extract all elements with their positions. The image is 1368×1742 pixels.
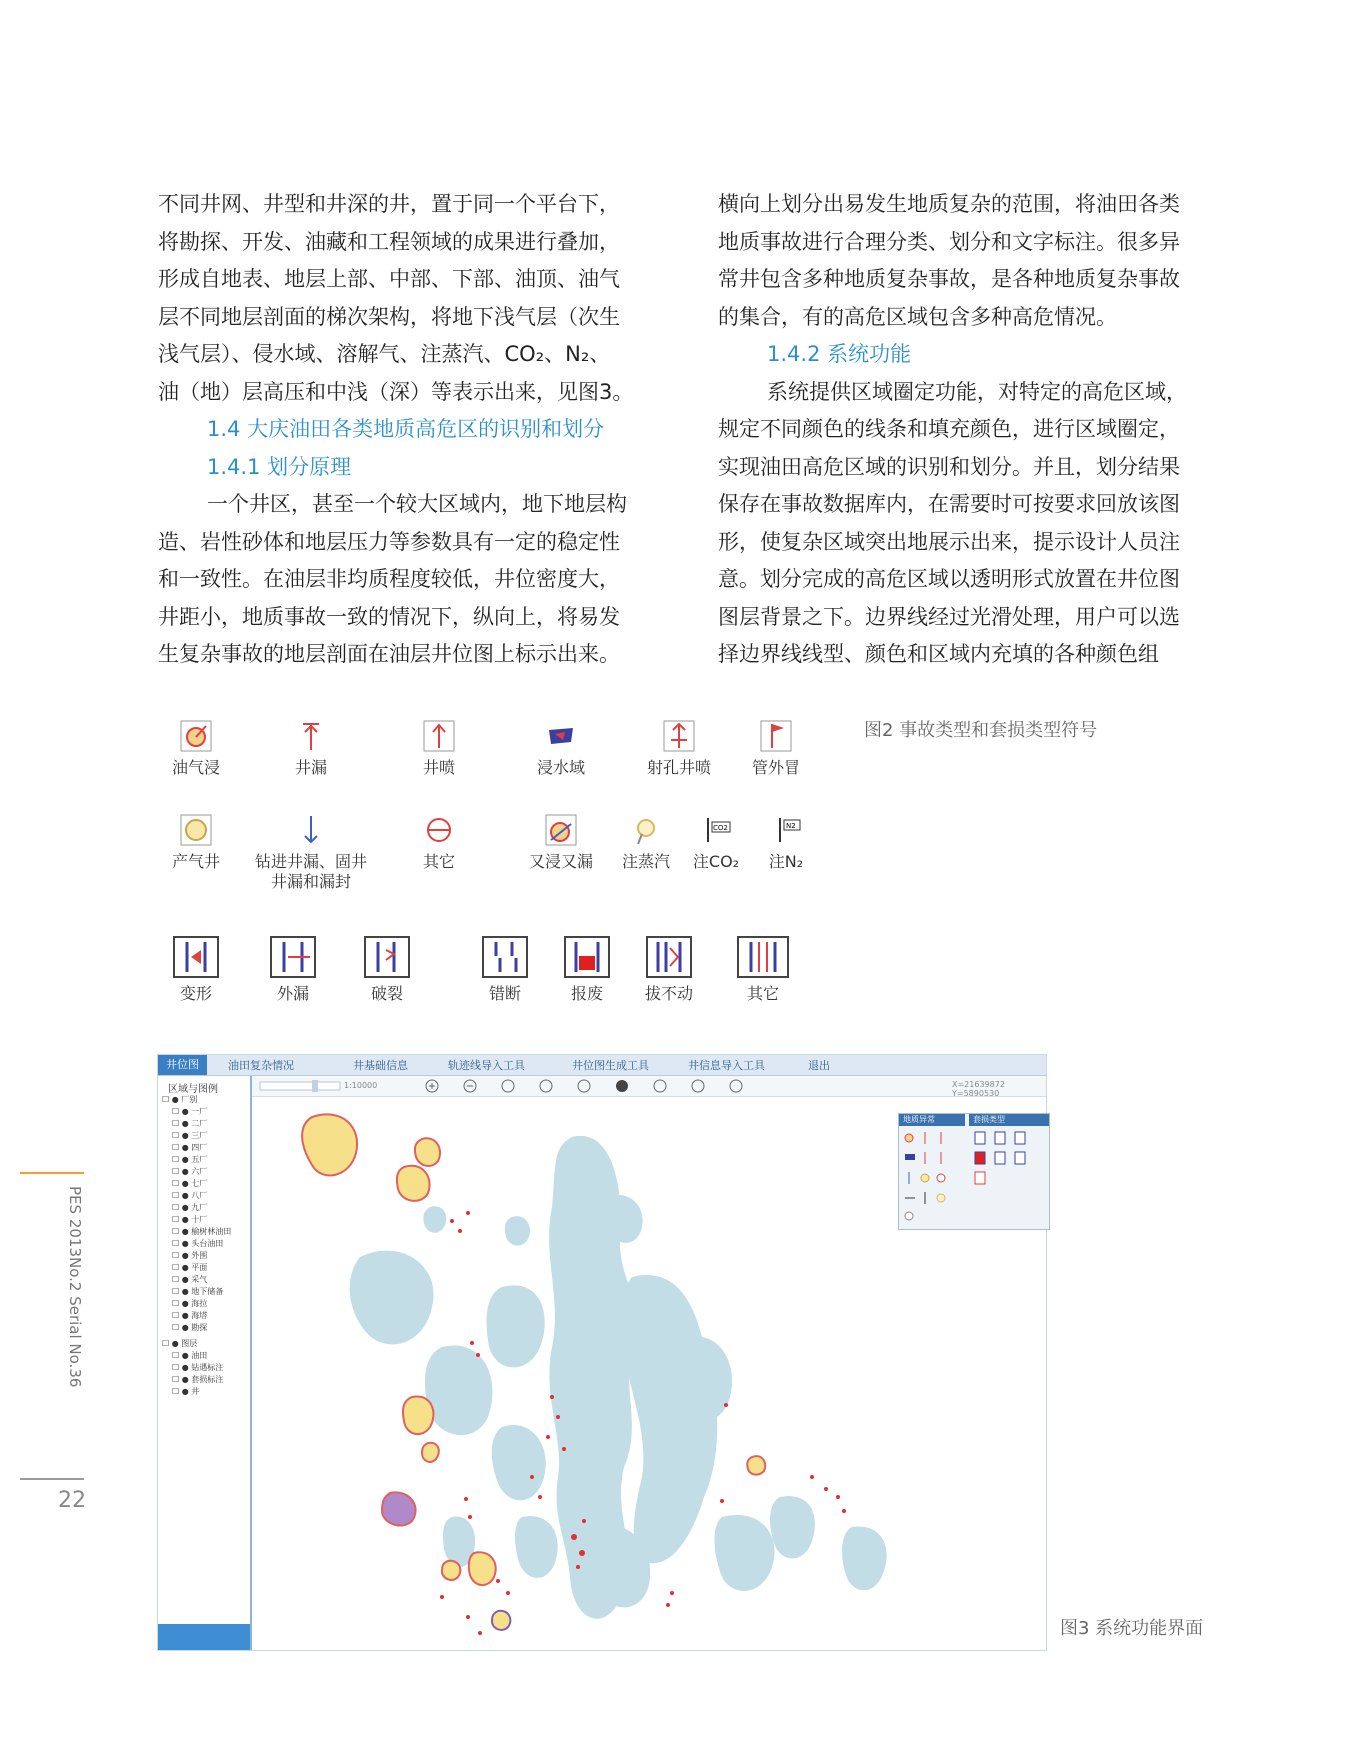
section-heading-1-4: 1.4 大庆油田各类地质高危区的识别和划分 (207, 417, 605, 441)
tree-node[interactable]: ☐ ● 四厂 (172, 1143, 208, 1152)
symbol-water-flooded-zone (506, 720, 616, 778)
drilling-loss-icon (295, 814, 327, 846)
query-icon (654, 1080, 666, 1092)
text-line: 井距小，地质事故一致的情况下，纵向上，将易发 (158, 604, 620, 629)
water-zone-icon (545, 720, 577, 752)
tree-node[interactable]: ☐ ● 五厂 (172, 1155, 208, 1164)
other-casing-icon (737, 936, 789, 978)
text-line: 层不同地层剖面的梯次架构，将地下浅气层（次生 (158, 304, 620, 329)
figure-3-system-interface (157, 1054, 1047, 1651)
stuck-icon (646, 936, 692, 978)
invasion-loss-icon (905, 1212, 913, 1220)
sidebar-divider (20, 1478, 84, 1480)
tree-node[interactable]: ☐ ● 油田 (172, 1351, 208, 1360)
tree-node[interactable]: ☐ ● 外围 (172, 1251, 208, 1260)
dislocation-icon (482, 936, 528, 978)
invasion-loss-icon (545, 814, 577, 846)
abandoned-icon (564, 936, 610, 978)
figure-3-caption: 图3 系统功能界面 (1060, 1618, 1204, 1639)
symbol-deformation (141, 936, 251, 1004)
symbol-label: 其它 (746, 984, 779, 1003)
scale-label: 1:10000 (344, 1081, 378, 1090)
menu-exit[interactable]: 退出 (808, 1059, 830, 1072)
symbol-label: 浸水域 (536, 758, 585, 777)
symbol-label: 井喷 (422, 758, 455, 777)
symbol-co2-injection (681, 814, 751, 872)
tree-node[interactable]: ☐ ● 地下储备 (172, 1287, 224, 1296)
section-heading-1-4-2: 1.4.2 系统功能 (767, 342, 912, 366)
gas-well-icon (921, 1174, 929, 1182)
tree-node[interactable]: ☐ ● 采气 (172, 1275, 208, 1284)
text-line: 规定不同颜色的线条和填充颜色，进行区域圈定， (718, 417, 1180, 441)
steam-injection-icon (630, 814, 662, 846)
symbol-label: 又浸又漏 (528, 852, 593, 871)
panel-title-geo: 地质异常 (899, 1114, 965, 1126)
text-line: 横向上划分出易发生地质复杂的范围，将油田各类 (718, 192, 1180, 216)
tree-node[interactable]: ☐ ● 井 (172, 1387, 200, 1396)
menu-field-complexity[interactable]: 油田复杂情况 (228, 1059, 294, 1072)
tree-node[interactable]: ☐ ● 八厂 (172, 1191, 208, 1200)
text-line: 将勘探、开发、油藏和工程领域的成果进行叠加， (158, 229, 620, 254)
external-leak-icon (995, 1132, 1005, 1144)
menu-map-generator[interactable]: 井位图生成工具 (572, 1059, 649, 1072)
dislocation-icon (1015, 1152, 1025, 1164)
tree-node[interactable]: ☐ ● 六厂 (172, 1167, 208, 1176)
symbol-gas-well (141, 814, 251, 872)
text-line: 图层背景之下。边界线经过光滑处理，用户可以选 (718, 604, 1180, 629)
symbol-label: 注蒸汽 (621, 852, 670, 871)
text-line: 和一致性。在油层非均质程度较低，井位密度大， (158, 567, 620, 591)
menu-trajectory-import[interactable]: 轨迹线导入工具 (448, 1059, 525, 1072)
layer-tree-title: 区域与图例 (168, 1084, 218, 1095)
symbol-rupture (332, 936, 442, 1004)
deformation-icon (975, 1132, 985, 1144)
refresh-icon (540, 1080, 552, 1092)
text-line: 不同井网、井型和井深的井，置于同一个平台下， (158, 192, 620, 216)
tree-node[interactable]: ☐ ● 海塔 (172, 1311, 208, 1320)
n2-injection-icon (770, 814, 802, 846)
text-line: 择边界线线型、颜色和区域内充填的各种颜色组 (718, 642, 1159, 666)
abandoned-icon (975, 1152, 985, 1164)
outside-casing-icon (760, 720, 792, 752)
deformation-icon (173, 936, 219, 978)
co2-injection-icon (700, 814, 732, 846)
other-accident-icon (937, 1174, 945, 1182)
symbol-label: 错断 (488, 984, 521, 1003)
section-heading-1-4-1: 1.4.1 划分原理 (207, 454, 352, 479)
symbol-label: 油气浸 (171, 758, 220, 777)
tree-node[interactable]: ☐ ● 榆树林油田 (172, 1227, 232, 1236)
symbol-label: 钻进井漏、固井 (254, 852, 367, 871)
symbol-label: 报废 (570, 984, 603, 1003)
tree-node[interactable]: ☐ ● 七厂 (172, 1179, 208, 1188)
zoom-slider-icon (312, 1080, 318, 1092)
gas-well-icon (180, 814, 212, 846)
symbol-label: 井漏 (294, 758, 327, 777)
text-line: 意。划分完成的高危区域以透明形式放置在井位图 (718, 567, 1180, 591)
figure-2-caption: 图2 事故类型和套损类型符号 (864, 720, 1098, 741)
symbol-blowout (384, 720, 494, 778)
text-line: 形，使复杂区域突出地展示出来，提示设计人员注 (718, 529, 1180, 554)
text-line: 生复杂事故的地层剖面在油层井位图上标示出来。 (158, 642, 620, 666)
symbol-oil-gas-invasion (141, 720, 251, 778)
other-accident-icon (423, 814, 455, 846)
panel-title-casing: 套损类型 (969, 1114, 1049, 1126)
symbol-label: 注CO₂ (692, 852, 740, 871)
panel-symbols (899, 1128, 1049, 1228)
lost-circulation-icon (295, 720, 327, 752)
symbol-label: 拔不动 (644, 984, 693, 1003)
symbol-other-1 (384, 814, 494, 872)
menu-well-map[interactable]: 井位图 (158, 1055, 207, 1075)
symbol-perforation-blowout (624, 720, 734, 778)
tree-node[interactable]: ☐ ● 二厂 (172, 1119, 208, 1128)
symbol-label: 其它 (422, 852, 455, 871)
tree-node[interactable]: ☐ ● 海拉 (172, 1299, 208, 1308)
app-menu-bar (158, 1055, 1046, 1076)
page-number: 22 (58, 1488, 86, 1513)
select-icon (616, 1080, 628, 1092)
rupture-icon (364, 936, 410, 978)
text-line: 的集合，有的高危区域包含多种高危情况。 (718, 304, 1117, 329)
svg-text:N2: N2 (786, 822, 796, 830)
tree-node[interactable]: ☐ ● 钻遇标注 (172, 1363, 224, 1372)
text-line: 造、岩性砂体和地层压力等参数具有一定的稳定性 (158, 529, 620, 554)
text-line: 保存在事故数据库内，在需要时可按要求回放该图 (718, 492, 1180, 516)
measure-icon (578, 1080, 590, 1092)
symbol-label: 变形 (179, 984, 212, 1003)
right-text-column (718, 186, 1221, 674)
figure-2-symbols (166, 710, 826, 1020)
symbol-steam-injection (611, 814, 681, 872)
text-line: 系统提供区域圈定功能，对特定的高危区域， (767, 379, 1187, 404)
pan-icon (502, 1080, 514, 1092)
tree-node[interactable]: ☐ ● 九厂 (172, 1203, 208, 1212)
tree-node[interactable]: ☐ ● 三厂 (172, 1131, 208, 1140)
journal-label: PES 2013No.2 Serial No.36 (66, 1186, 84, 1388)
tree-node[interactable]: ☐ ● 一厂 (172, 1107, 208, 1116)
tree-node[interactable]: ☐ ● 平面 (172, 1263, 208, 1272)
sidebar-accent-rule (20, 1172, 84, 1174)
other-casing-icon (975, 1172, 985, 1184)
tree-node[interactable]: ☐ ● 厂别 (162, 1095, 198, 1104)
external-leak-icon (270, 936, 316, 978)
tree-node[interactable]: ☐ ● 套损标注 (172, 1375, 224, 1384)
text-line: 一个井区，甚至一个较大区域内，地下地层构 (207, 492, 627, 516)
text-icon (692, 1080, 704, 1092)
text-line: 形成自地表、地层上部、中部、下部、油顶、油气 (158, 267, 620, 291)
panel-footer (158, 1624, 250, 1650)
perforation-blowout-icon (663, 720, 695, 752)
symbol-label: 管外冒 (751, 758, 800, 777)
menu-well-basic-info[interactable]: 井基础信息 (353, 1059, 408, 1072)
symbol-label: 井漏和漏封 (270, 872, 351, 891)
symbol-n2-injection (756, 814, 816, 872)
left-text-column (158, 186, 661, 674)
symbol-label: 注N₂ (768, 852, 804, 871)
menu-well-info-import[interactable]: 井信息导入工具 (688, 1059, 765, 1072)
stuck-icon (995, 1152, 1005, 1164)
copyright-icon (730, 1080, 742, 1092)
symbol-outside-casing-flow (721, 720, 831, 778)
map-toolbar (252, 1076, 1046, 1097)
symbol-invasion-and-loss (506, 814, 616, 872)
symbol-lost-circulation (256, 720, 366, 778)
coordinate-readout: X=21639872 Y=5890530 (952, 1080, 1005, 1098)
steam-injection-icon (937, 1194, 945, 1202)
tree-node[interactable]: ☐ ● 十厂 (172, 1215, 208, 1224)
layer-tree-panel (158, 1076, 252, 1650)
oil-gas-invasion-icon (180, 720, 212, 752)
symbol-other-2 (708, 936, 818, 1004)
tree-node[interactable]: ☐ ● 勘探 (172, 1323, 208, 1332)
text-line: 浅气层）、侵水域、溶解气、注蒸汽、CO₂、N₂、 (158, 342, 611, 366)
water-zone-icon (905, 1154, 915, 1160)
text-line: 地质事故进行合理分类、划分和文字标注。很多异 (718, 229, 1180, 254)
blowout-icon (423, 720, 455, 752)
tree-node[interactable]: ☐ ● 头台油田 (172, 1239, 224, 1248)
symbol-label: 破裂 (370, 984, 403, 1003)
symbol-label: 外漏 (276, 984, 309, 1003)
symbol-label: 射孔井喷 (646, 758, 711, 777)
oil-gas-invasion-icon (905, 1134, 913, 1142)
symbol-label: 产气井 (171, 852, 220, 871)
legend-float-panel (898, 1113, 1050, 1230)
rupture-icon (1015, 1132, 1025, 1144)
text-line: 实现油田高危区域的识别和划分。并且，划分结果 (718, 454, 1180, 479)
tree-node[interactable]: ☐ ● 图层 (162, 1339, 198, 1348)
text-line: 常井包含多种地质复杂事故，是各种地质复杂事故 (718, 267, 1180, 291)
svg-text:CO2: CO2 (713, 824, 728, 832)
text-line: 油（地）层高压和中浅（深）等表示出来，见图3。 (158, 379, 634, 404)
symbol-drilling-loss (246, 814, 376, 892)
